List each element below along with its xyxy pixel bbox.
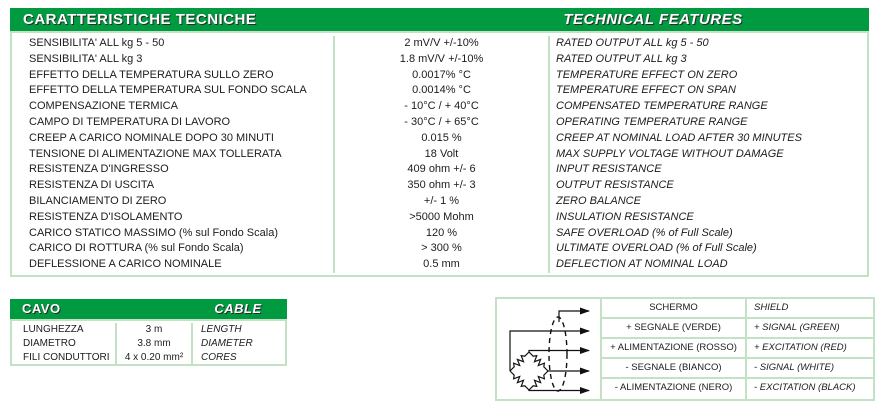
connection-label-italian: - SEGNALE (BIANCO) [602, 359, 747, 377]
spec-label-italian: EFFETTO DELLA TEMPERATURA SUL FONDO SCALA [29, 84, 307, 97]
spec-label-english: TEMPERATURE EFFECT ON ZERO [556, 68, 738, 81]
spec-value: > 300 % [333, 241, 550, 257]
spec-value: 350 ohm +/- 3 [333, 178, 550, 194]
cable-value: 4 x 0.20 mm² [115, 351, 193, 365]
connection-label-english: + SIGNAL (GREEN) [754, 322, 840, 333]
cable-value: 3.8 mm [115, 337, 193, 351]
cable-label-italian: DIAMETRO [23, 338, 76, 349]
cable-ellipse [549, 317, 567, 391]
spec-table-row [12, 194, 867, 210]
spec-value: - 10°C / + 40°C [333, 99, 550, 115]
connection-label-english: - EXCITATION (BLACK) [754, 382, 856, 393]
cable-table-row [12, 323, 285, 337]
cable-label-italian: LUNGHEZZA [23, 324, 84, 335]
spec-table-row [12, 241, 867, 257]
bridge-resistors [510, 352, 548, 390]
cable-table-header [10, 299, 287, 319]
spec-table-row [12, 131, 867, 147]
connection-row [602, 299, 873, 319]
cable-label-english: DIAMETER [201, 338, 253, 349]
page-title-italian: CARATTERISTICHE TECNICHE [23, 11, 257, 28]
spec-table-row [12, 52, 867, 68]
spec-value: 0.0014% °C [333, 83, 550, 99]
spec-label-english: INSULATION RESISTANCE [556, 210, 694, 223]
spec-label-english: DEFLECTION AT NOMINAL LOAD [556, 258, 728, 271]
spec-label-italian: BILANCIAMENTO DI ZERO [29, 194, 167, 207]
connection-label-english: + EXCITATION (RED) [754, 342, 847, 353]
spec-label-italian: EFFETTO DELLA TEMPERATURA SULLO ZERO [29, 68, 274, 81]
spec-table-row [12, 83, 867, 99]
connection-label-italian: + SEGNALE (VERDE) [602, 319, 747, 337]
spec-label-english: RATED OUTPUT ALL kg 5 - 50 [556, 37, 709, 49]
spec-label-italian: RESISTENZA DI USCITA [29, 179, 155, 192]
spec-label-italian: TENSIONE DI ALIMENTAZIONE MAX TOLLERATA [29, 147, 282, 160]
spec-value: 0.5 mm [333, 257, 550, 273]
spec-label-english: SAFE OVERLOAD (% of Full Scale) [556, 226, 733, 239]
spec-value: - 30°C / + 65°C [333, 115, 550, 131]
connection-box [495, 297, 875, 401]
cable-table-row [12, 351, 285, 365]
connection-label-english: SHIELD [754, 302, 789, 313]
spec-value: 120 % [333, 226, 550, 242]
spec-table-row [12, 257, 867, 273]
spec-label-english: MAX SUPPLY VOLTAGE WITHOUT DAMAGE [556, 147, 784, 160]
spec-table-row [12, 210, 867, 226]
wheatstone-bridge-diagram [497, 299, 600, 399]
cable-label-english: CORES [201, 352, 237, 363]
connection-table [602, 299, 873, 399]
cable-table-row [12, 337, 285, 351]
spec-label-italian: COMPENSAZIONE TERMICA [29, 100, 178, 113]
cable-value: 3 m [115, 323, 193, 337]
spec-table-row [12, 147, 867, 163]
connection-row [602, 339, 873, 359]
spec-label-italian: CREEP A CARICO NOMINALE DOPO 30 MINUTI [29, 131, 274, 144]
spec-value: 409 ohm +/- 6 [333, 162, 550, 178]
spec-label-english: CREEP AT NOMINAL LOAD AFTER 30 MINUTES [556, 131, 802, 144]
spec-label-english: OPERATING TEMPERATURE RANGE [556, 115, 748, 128]
cable-label-english: LENGTH [201, 324, 242, 335]
header-bar [10, 8, 869, 31]
spec-label-italian: CARICO STATICO MASSIMO (% sul Fondo Scala) [29, 226, 278, 239]
spec-label-italian: RESISTENZA D'ISOLAMENTO [29, 210, 183, 223]
spec-label-english: RATED OUTPUT ALL kg 3 [556, 52, 687, 65]
spec-table-row [12, 162, 867, 178]
spec-value: >5000 Mohm [333, 210, 550, 226]
spec-table [10, 31, 869, 277]
page-title-english: TECHNICAL FEATURES [563, 11, 743, 28]
spec-table-row [12, 99, 867, 115]
spec-value: 18 Volt [333, 147, 550, 163]
cable-title-italian: CAVO [22, 301, 61, 316]
spec-table-row [12, 36, 867, 52]
connection-label-italian: + ALIMENTAZIONE (ROSSO) [602, 339, 747, 357]
spec-label-english: COMPENSATED TEMPERATURE RANGE [556, 100, 768, 113]
spec-label-english: OUTPUT RESISTANCE [556, 179, 674, 192]
connection-label-italian: - ALIMENTAZIONE (NERO) [602, 379, 747, 399]
spec-value: 0.015 % [333, 131, 550, 147]
spec-label-italian: CAMPO DI TEMPERATURA DI LAVORO [29, 115, 231, 128]
spec-table-row [12, 115, 867, 131]
cable-table [10, 299, 287, 366]
spec-label-english: TEMPERATURE EFFECT ON SPAN [556, 84, 736, 97]
spec-value: 0.0017% °C [333, 68, 550, 84]
connection-label-italian: SCHERMO [602, 299, 747, 317]
spec-label-italian: DEFLESSIONE A CARICO NOMINALE [29, 258, 222, 271]
cable-table-body [10, 319, 287, 366]
spec-label-italian: SENSIBILITA' ALL kg 3 [29, 52, 143, 65]
connection-row [602, 319, 873, 339]
spec-table-row [12, 226, 867, 242]
spec-label-english: ULTIMATE OVERLOAD (% of Full Scale) [556, 242, 757, 255]
spec-value: 1.8 mV/V +/-10% [333, 52, 550, 68]
spec-table-row [12, 178, 867, 194]
bridge-diagram-cell [497, 299, 602, 399]
spec-value: +/- 1 % [333, 194, 550, 210]
cable-label-italian: FILI CONDUTTORI [23, 352, 110, 363]
spec-label-english: ZERO BALANCE [556, 194, 641, 207]
spec-label-english: INPUT RESISTANCE [556, 163, 662, 176]
connection-row [602, 359, 873, 379]
spec-label-italian: SENSIBILITA' ALL kg 5 - 50 [29, 37, 165, 49]
spec-value: 2 mV/V +/-10% [333, 36, 550, 52]
spec-label-italian: RESISTENZA D'INGRESSO [29, 163, 169, 176]
connection-row [602, 379, 873, 399]
spec-label-italian: CARICO DI ROTTURA (% sul Fondo Scala) [29, 242, 244, 255]
connection-label-english: - SIGNAL (WHITE) [754, 362, 835, 373]
cable-title-english: CABLE [214, 301, 262, 316]
spec-table-row [12, 68, 867, 84]
